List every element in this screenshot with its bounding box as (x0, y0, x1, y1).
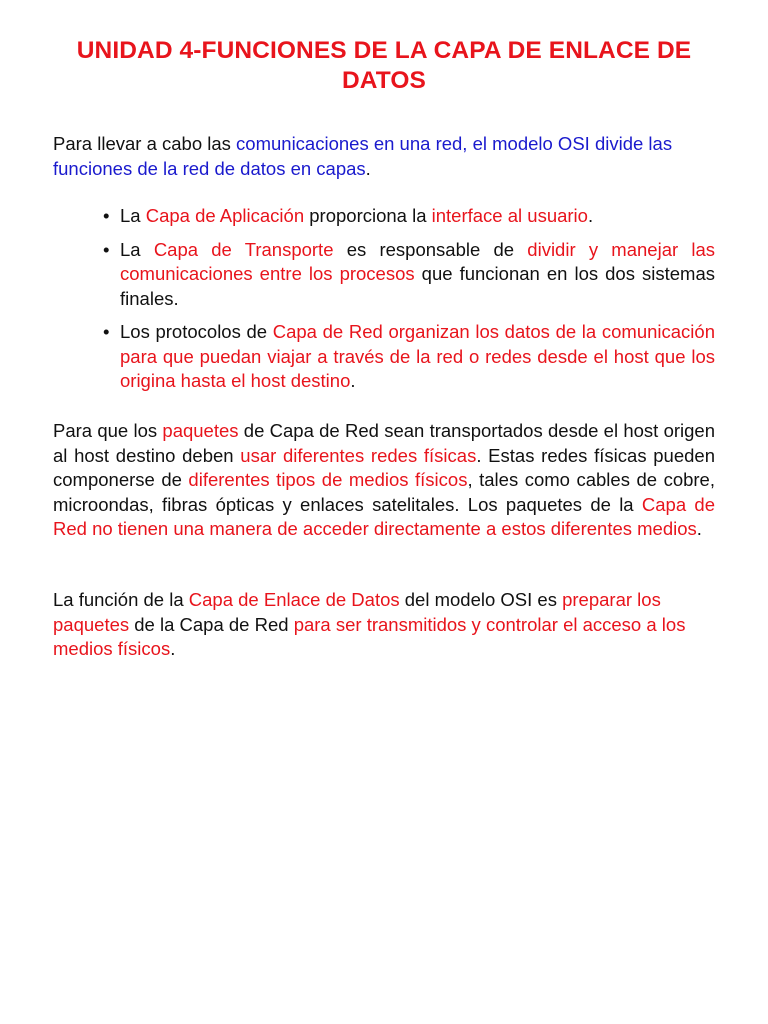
paragraph-text-run: . (170, 638, 176, 659)
paragraph-highlight-run: Capa de Red no tienen una manera de acceder directamente a estos diferentes medios (53, 493, 715, 539)
paragraph-text-run: del modelo OSI es (399, 589, 563, 610)
bullet-text-run: Los protocolos de (120, 321, 273, 342)
paragraph-highlight-run: usar diferentes redes físicas (240, 444, 477, 466)
paragraph-highlight-run: paquetes (162, 420, 239, 441)
bullet-text-run: . (587, 205, 594, 226)
paragraph-highlight-run: preparar los paquetes (53, 589, 661, 635)
intro-highlight-run: comunicaciones en una red, el modelo OSI divide las funciones de la red de datos en capas (53, 133, 673, 179)
bullet-dot-icon: • (103, 238, 110, 260)
bullet-network-layer (53, 320, 715, 394)
intro-text-run: . (365, 157, 371, 179)
bullet-dot-icon: • (103, 321, 110, 342)
bullet-highlight-run: Capa de Transporte (153, 238, 334, 260)
packets-paragraph (53, 419, 715, 542)
bullet-highlight-run: Capa de Red organizan los datos de la comunicación para que puedan viajar a través de la red o redes desde el host que los origina hasta el host destino (120, 321, 715, 391)
paragraph-text-run: de la Capa de Red (129, 613, 294, 635)
bullet-application-layer (53, 204, 715, 229)
bullet-text-run: proporciona la (304, 205, 432, 226)
bullet-text-run: . (350, 370, 356, 391)
paragraph-text-run: . Estas redes físicas pueden componerse de (53, 444, 716, 490)
paragraph-highlight-run: para ser transmitidos y controlar el acceso a los medios físicos (53, 613, 686, 659)
layers-bullet-list (53, 204, 715, 403)
intro-paragraph (53, 132, 715, 181)
bullet-transport-layer (53, 238, 715, 312)
bullet-highlight-run: Capa de Aplicación (145, 205, 305, 226)
paragraph-text-run: . (696, 518, 702, 539)
paragraph-text-run: Para que los (53, 420, 163, 441)
data-link-paragraph (53, 588, 715, 662)
intro-text-run: Para llevar a cabo las (53, 133, 237, 154)
bullet-highlight-run: interface al usuario (431, 205, 588, 226)
bullet-text-run: es responsable de (333, 238, 528, 260)
bullet-text-run: La (120, 205, 146, 226)
bullet-text-run: La (120, 238, 154, 260)
paragraph-highlight-run: Capa de Enlace de Datos (188, 589, 400, 610)
paragraph-highlight-run: diferentes tipos de medios físicos (188, 469, 468, 490)
paragraph-text-run: , tales como cables de cobre, microondas, fibras ópticas y enlaces satelitales. Los paquetes de la (53, 469, 715, 515)
page-title: UNIDAD 4-FUNCIONES DE LA CAPA DE ENLACE DE DATOS (76, 37, 692, 94)
bullet-dot-icon: • (103, 205, 110, 226)
paragraph-text-run: de Capa de Red sean transportados desde el host origen al host destino deben (53, 420, 715, 466)
bullet-text-run: que funcionan en los dos sistemas finales. (120, 263, 715, 309)
bullet-highlight-run: dividir y manejar las comunicaciones entre los procesos (120, 238, 716, 284)
paragraph-text-run: La función de la (53, 589, 189, 610)
